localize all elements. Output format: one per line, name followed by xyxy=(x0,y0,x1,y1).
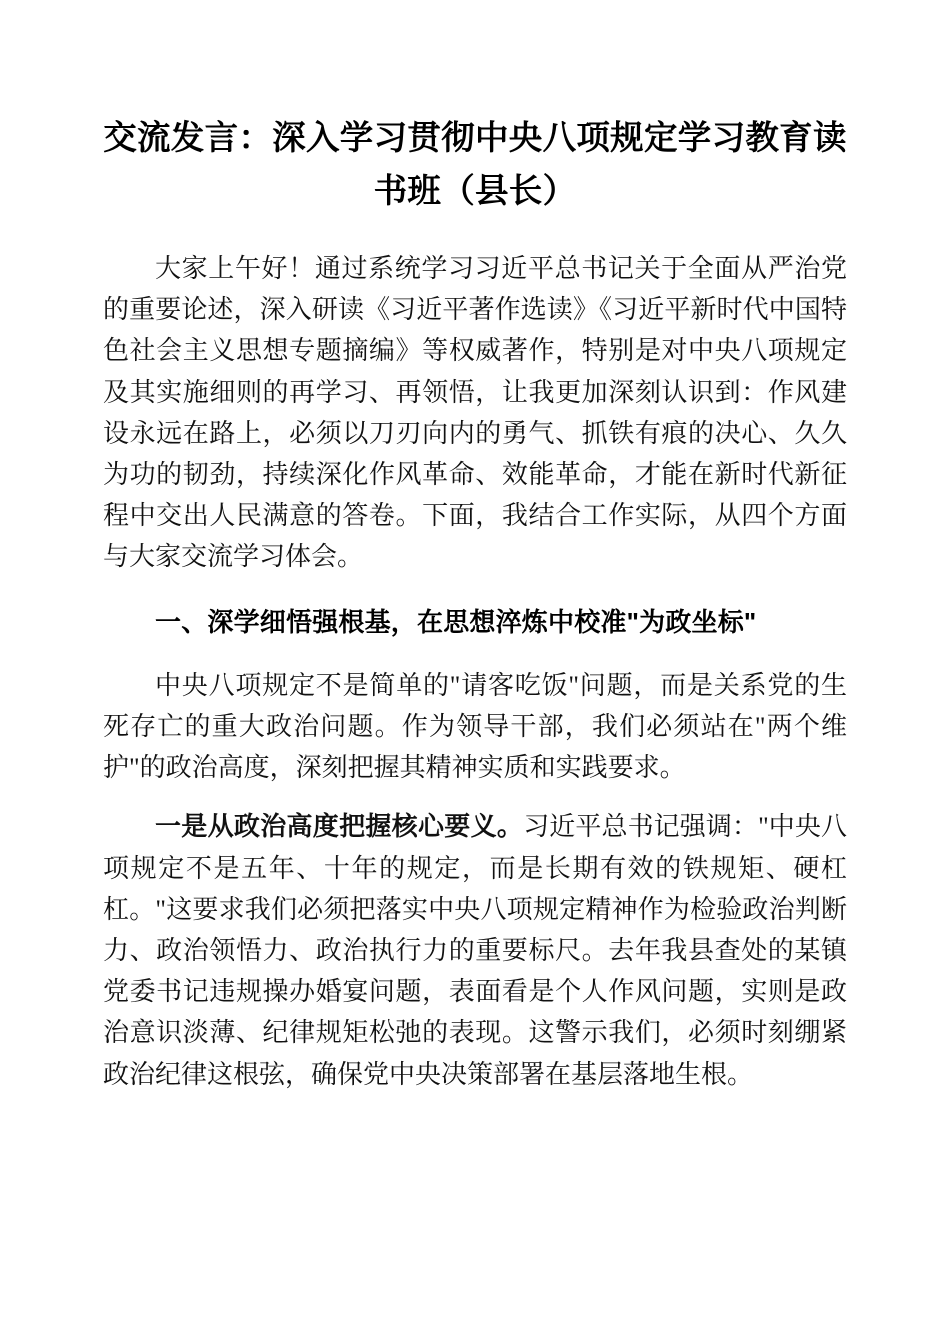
point-one-body: 习近平总书记强调："中央八项规定不是五年、十年的规定，而是长期有效的铁规矩、硬杠杠。"这要求我们必须把落实中央八项规定精神作为检验政治判断力、政治领悟力、政治执行力的重要标尺。去年我县查处的某镇党委书记违规操办婚宴问题，表面看是个人作风问题，实则是政治意识淡薄、纪律规矩松弛的表现。这警示我们，必须时刻绷紧政治纪律这根弦，确保党中央决策部署在基层落地生根。 xyxy=(103,812,847,1089)
point-one-paragraph xyxy=(103,806,847,1094)
point-one-lead-in: 一是从政治高度把握核心要义。 xyxy=(155,811,524,842)
section-one-intro-paragraph: 中央八项规定不是简单的"请客吃饭"问题，而是关系党的生死存亡的重大政治问题。作为领导干部，我们必须站在"两个维护"的政治高度，深刻把握其精神实质和实践要求。 xyxy=(103,670,847,783)
opening-paragraph: 大家上午好！通过系统学习习近平总书记关于全面从严治党的重要论述，深入研读《习近平著作选读》《习近平新时代中国特色社会主义思想专题摘编》等权威著作，特别是对中央八项规定及其实施细则的再学习、再领悟，让我更加深刻认识到：作风建设永远在路上，必须以刀刃向内的勇气、抓铁有痕的决心、久久为功的韧劲，持续深化作风革命、效能革命，才能在新时代新征程中交出人民满意的答卷。下面，我结合工作实际，从四个方面与大家交流学习体会。 xyxy=(103,254,847,572)
section-heading-one: 一、深学细悟强根基，在思想淬炼中校准"为政坐标" xyxy=(155,606,757,637)
page-title: 交流发言：深入学习贯彻中央八项规定学习教育读书班（县长） xyxy=(103,120,847,210)
